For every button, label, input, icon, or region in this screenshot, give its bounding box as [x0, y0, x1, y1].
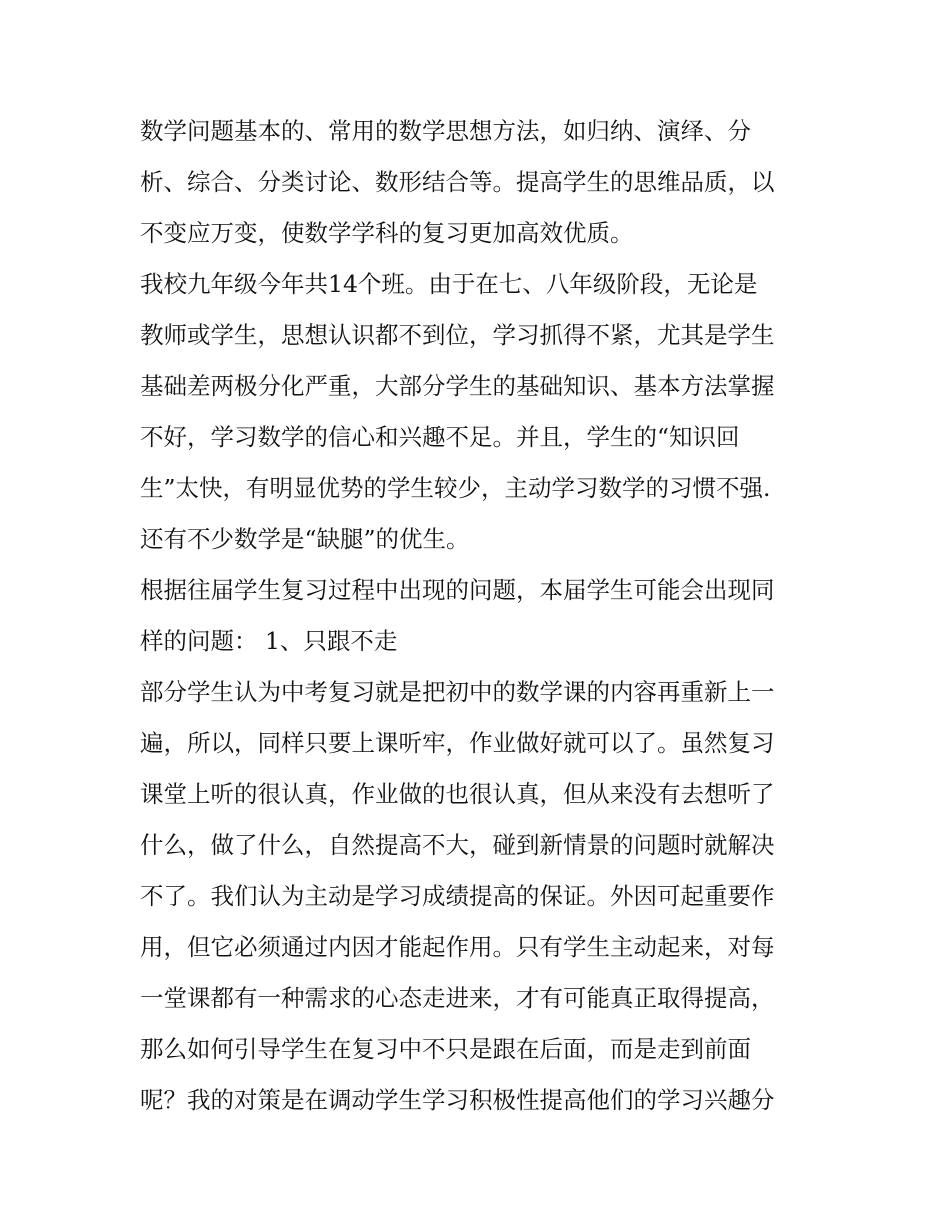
text-line-19: 那么如何引导学生在复习中不只是跟在后面，而是走到前面 — [140, 1035, 751, 1063]
text-line-7: 不好，学习数学的信心和兴趣不足。并且，学生的“知识回 — [140, 423, 740, 451]
text-line-2: 析、综合、分类讨论、数形结合等。提高学生的思维品质，以 — [140, 168, 775, 196]
text-line-11: 样的问题： 1、只跟不走 — [140, 627, 398, 655]
document-body — [140, 106, 820, 1126]
text-line-6: 基础差两极分化严重，大部分学生的基础知识、基本方法掌握 — [140, 372, 775, 400]
text-line-16: 不了。我们认为主动是学习成绩提高的保证。外因可起重要作 — [140, 882, 775, 910]
text-line-5: 教师或学生，思想认识都不到位，学习抓得不紧，尤其是学生 — [140, 321, 775, 349]
text-line-20: 呢？我的对策是在调动学生学习积极性提高他们的学习兴趣分 — [140, 1086, 775, 1114]
text-line-17: 用，但它必须通过内因才能起作用。只有学生主动起来，对每 — [140, 933, 775, 961]
text-line-10: 根据往届学生复习过程中出现的问题，本届学生可能会出现同 — [140, 576, 775, 604]
text-line-18: 一堂课都有一种需求的心态走进来，才有可能真正取得提高， — [140, 984, 775, 1012]
text-line-3: 不变应万变，使数学学科的复习更加高效优质。 — [140, 219, 634, 247]
text-line-13: 遍，所以，同样只要上课听牢，作业做好就可以了。虽然复习 — [140, 729, 775, 757]
text-line-12: 部分学生认为中考复习就是把初中的数学课的内容再重新上一 — [140, 678, 775, 706]
text-line-1: 数学问题基本的、常用的数学思想方法，如归纳、演绎、分 — [140, 117, 751, 145]
text-line-14: 课堂上听的很认真，作业做的也很认真，但从来没有去想听了 — [140, 780, 775, 808]
text-line-4: 我校九年级今年共14个班。由于在七、八年级阶段，无论是 — [140, 270, 758, 298]
text-line-15: 什么，做了什么，自然提高不大，碰到新情景的问题时就解决 — [140, 831, 775, 859]
text-line-8: 生”太快，有明显优势的学生较少，主动学习数学的习惯不强. — [140, 474, 771, 502]
text-line-9: 还有不少数学是“缺腿”的优生。 — [140, 525, 470, 553]
